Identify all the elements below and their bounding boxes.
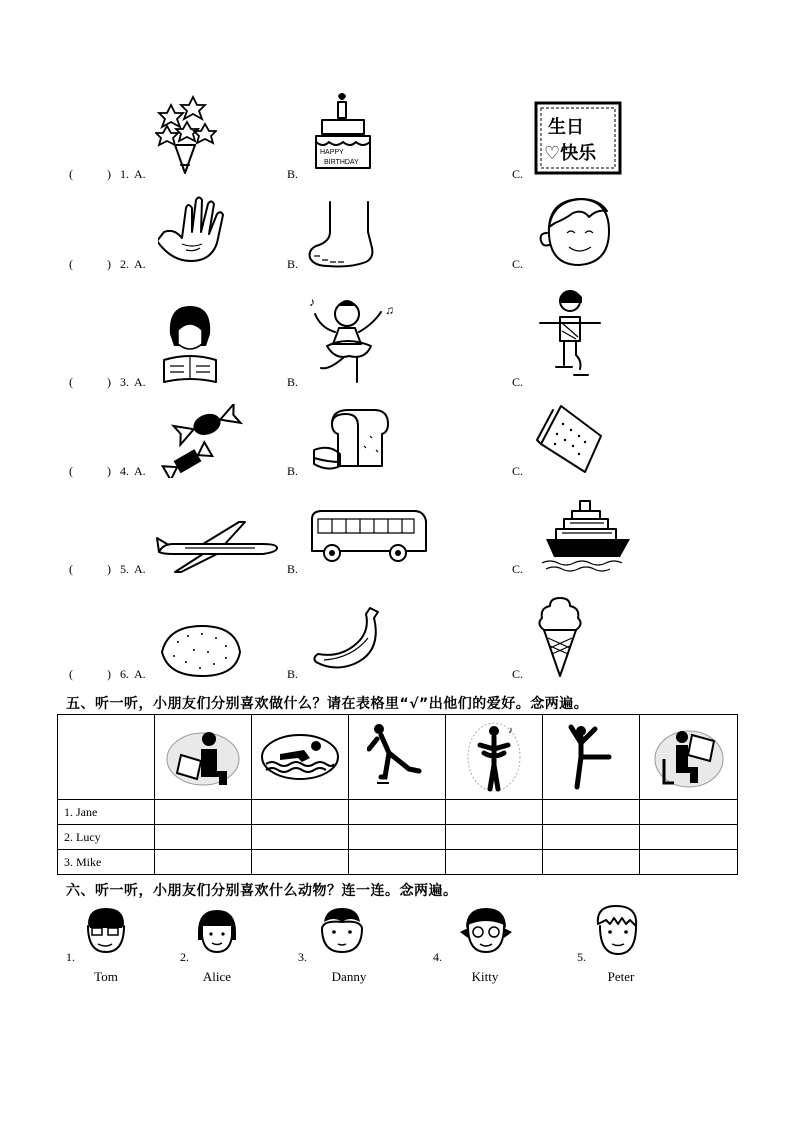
- option-a-label: A.: [134, 167, 146, 181]
- drawing-icon: [652, 725, 726, 789]
- header-cell-dancing: [543, 715, 640, 800]
- question-number: 5.: [120, 562, 129, 576]
- danny-face-icon: [316, 906, 366, 956]
- table-row: [58, 800, 738, 825]
- option-a-label: A.: [134, 667, 146, 681]
- kid-number: 4.: [433, 950, 442, 964]
- alice-face-icon: [194, 908, 240, 954]
- skating-icon: [367, 721, 427, 793]
- question-number: 3.: [120, 375, 129, 389]
- check-cell[interactable]: [640, 800, 738, 825]
- foot-icon: [306, 200, 376, 270]
- plane-icon: [155, 518, 279, 576]
- header-cell-drawing: [640, 715, 738, 800]
- check-cell[interactable]: [543, 825, 640, 850]
- bus-icon: [308, 509, 428, 565]
- dancing-icon: [561, 721, 621, 793]
- paren-close: ): [107, 167, 111, 181]
- check-cell[interactable]: [349, 850, 446, 875]
- kid-number: 2.: [180, 950, 189, 964]
- kid-name: Peter: [607, 969, 635, 984]
- hobby-table: [57, 714, 738, 875]
- paren-close: ): [107, 464, 111, 478]
- paren-close: ): [107, 562, 111, 576]
- check-cell[interactable]: [155, 825, 252, 850]
- paren-open: (: [69, 257, 73, 271]
- option-b-label: B.: [287, 667, 299, 681]
- check-cell[interactable]: [543, 800, 640, 825]
- birthday-cake-icon: [312, 92, 374, 178]
- section-6-title: 六、听一听，小朋友们分别喜欢什么动物？连一连。念两遍。: [66, 883, 458, 899]
- paren-open: (: [69, 464, 73, 478]
- kid-number: 5.: [577, 950, 586, 964]
- reading-icon: [161, 725, 245, 789]
- dancing-girl-icon: [305, 292, 395, 388]
- section-5-title: 五、听一听，小朋友们分别喜欢做什么？请在表格里“√”出他们的爱好。念两遍。: [66, 696, 589, 712]
- ice-cream-icon: [538, 594, 582, 680]
- candy-icon: [158, 404, 248, 478]
- row-label: 1. Jane: [58, 800, 155, 825]
- check-cell[interactable]: [446, 800, 543, 825]
- paren-open: (: [69, 667, 73, 681]
- check-cell[interactable]: [446, 850, 543, 875]
- row-label: 2. Lucy: [58, 825, 155, 850]
- paren-open: (: [69, 167, 73, 181]
- option-b-label: B.: [287, 562, 299, 576]
- option-b-label: B.: [287, 375, 299, 389]
- kid-name: Alice: [202, 969, 232, 984]
- header-cell-swimming: [252, 715, 349, 800]
- lemon-icon: [158, 622, 244, 680]
- flowers-icon: [155, 95, 217, 177]
- paren-close: ): [107, 375, 111, 389]
- question-number: 4.: [120, 464, 129, 478]
- check-cell[interactable]: [349, 825, 446, 850]
- paren-open: (: [69, 562, 73, 576]
- hand-icon: [158, 196, 234, 262]
- card-text-line2: ♡快乐: [544, 143, 597, 164]
- check-cell[interactable]: [349, 800, 446, 825]
- paren-open: (: [69, 375, 73, 389]
- cake-text: HAPPY: [320, 149, 344, 156]
- check-cell[interactable]: [543, 850, 640, 875]
- check-cell[interactable]: [446, 825, 543, 850]
- svg-text:♫: ♫: [385, 303, 394, 317]
- option-b-label: B.: [287, 257, 299, 271]
- birthday-card-icon: [534, 101, 622, 175]
- check-cell[interactable]: [155, 850, 252, 875]
- skating-girl-icon: [534, 283, 606, 387]
- option-a-label: A.: [134, 464, 146, 478]
- kid-name: Kitty: [471, 969, 499, 984]
- option-a-label: A.: [134, 375, 146, 389]
- banana-icon: [312, 604, 382, 674]
- tom-face-icon: [80, 906, 130, 956]
- kid-number: 3.: [298, 950, 307, 964]
- kitty-face-icon: [458, 906, 514, 956]
- kid-name: Tom: [94, 969, 118, 984]
- check-cell[interactable]: [155, 800, 252, 825]
- biscuit-icon: [535, 402, 605, 476]
- paren-close: ): [107, 667, 111, 681]
- bread-icon: [310, 406, 390, 474]
- header-cell-reading: [155, 715, 252, 800]
- option-b-label: B.: [287, 167, 299, 181]
- table-header-row: [58, 715, 738, 800]
- option-c-label: C.: [512, 257, 524, 271]
- option-c-label: C.: [512, 375, 524, 389]
- question-number: 6.: [120, 667, 129, 681]
- svg-text:BIRTHDAY: BIRTHDAY: [324, 159, 359, 166]
- kid-name: Danny: [331, 969, 367, 984]
- reading-girl-icon: [158, 304, 222, 386]
- row-label: 3. Mike: [58, 850, 155, 875]
- paren-close: ): [107, 257, 111, 271]
- face-icon: [537, 193, 613, 269]
- card-text-line1: 生日: [548, 117, 584, 138]
- table-row: [58, 850, 738, 875]
- svg-text:♪: ♪: [508, 725, 513, 736]
- header-cell-skating: [349, 715, 446, 800]
- option-c-label: C.: [512, 167, 524, 181]
- option-c-label: C.: [512, 667, 524, 681]
- option-c-label: C.: [512, 562, 524, 576]
- question-number: 1.: [120, 167, 129, 181]
- option-b-label: B.: [287, 464, 299, 478]
- table-corner-cell: [58, 715, 155, 800]
- option-a-label: A.: [134, 562, 146, 576]
- option-a-label: A.: [134, 257, 146, 271]
- header-cell-singing: [446, 715, 543, 800]
- check-cell[interactable]: [640, 850, 738, 875]
- check-cell[interactable]: [640, 825, 738, 850]
- svg-text:♪: ♪: [309, 295, 315, 309]
- swimming-icon: [258, 732, 342, 782]
- table-row: [58, 825, 738, 850]
- question-number: 2.: [120, 257, 129, 271]
- peter-face-icon: [592, 904, 642, 958]
- ship-icon: [540, 493, 634, 573]
- option-c-label: C.: [512, 464, 524, 478]
- check-cell[interactable]: [252, 800, 349, 825]
- singing-icon: [464, 719, 524, 795]
- kid-number: 1.: [66, 950, 75, 964]
- check-cell[interactable]: [252, 825, 349, 850]
- check-cell[interactable]: [252, 850, 349, 875]
